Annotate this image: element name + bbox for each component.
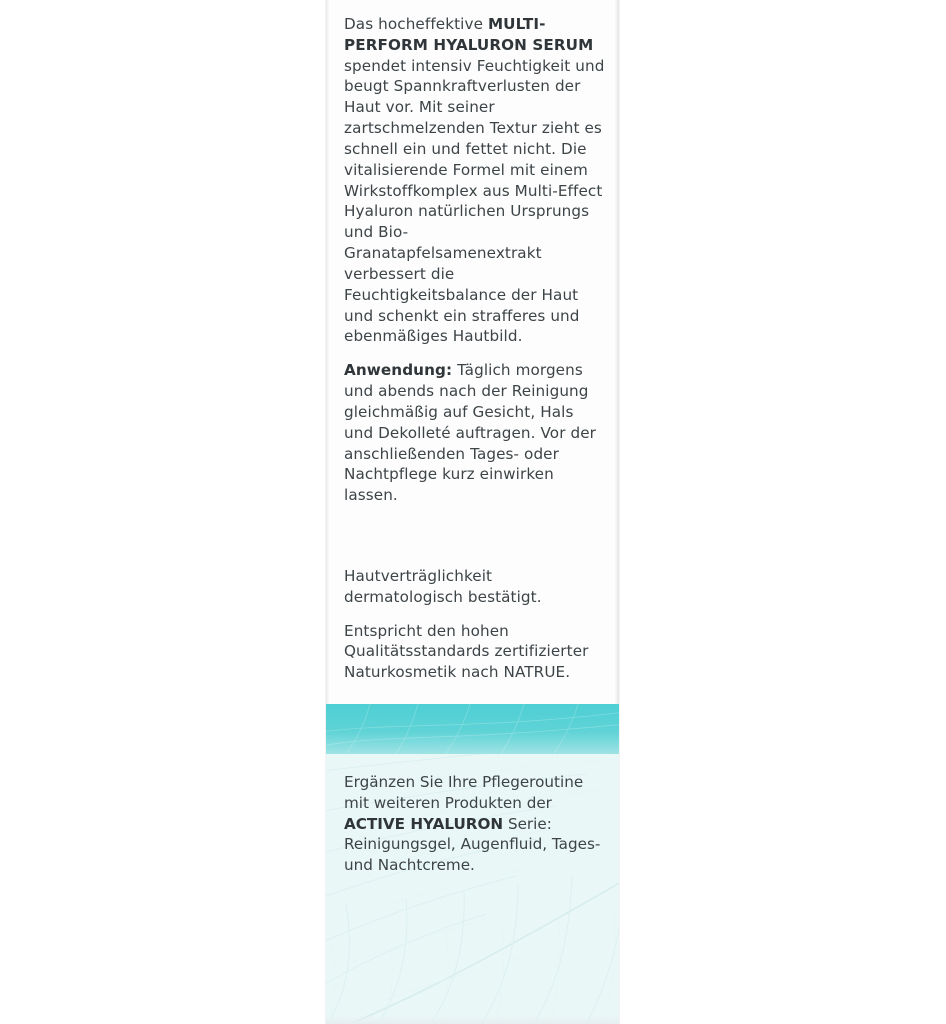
- cross-sell-text-block: [344, 772, 606, 876]
- product-name-inline: MULTI-PERFORM HYALURON SERUM: [344, 15, 594, 54]
- dermatological-claim: Hautverträglichkeit dermatologisch bestätigt.: [344, 567, 542, 606]
- product-series-name: ACTIVE HYALURON: [344, 814, 504, 833]
- product-description-paragraph: [344, 14, 606, 347]
- teal-accent-band: [326, 704, 619, 754]
- description-body-text: spendet intensiv Feuchtigkeit und beugt Spannkraftverlusten der Haut vor. Mit seiner zartschmelzenden Textur zieht es schnell ein und fettet nicht. Die vitalisierende Formel mit einem Wirkstoffkomplex aus Multi-Effect Hyaluron natürlichen Ursprungs und Bio-Granatapfelsamenextrakt verbessert die Feuchtigkeitsbalance der Haut und schenkt ein strafferes und ebenmäßiges Hautbild.: [344, 56, 605, 346]
- description-text-block: [344, 14, 606, 519]
- usage-paragraph: [344, 360, 606, 506]
- cross-sell-paragraph: [344, 772, 606, 876]
- description-lead-text: Das hocheffektive: [344, 15, 488, 33]
- certification-claim: Entspricht den hohen Qualitätsstandards zertifizierter Naturkosmetik nach NATRUE.: [344, 621, 589, 682]
- product-carton-panel: [326, 0, 619, 1024]
- cross-sell-products-text: Serie: Reinigungsgel, Augenfluid, Tages- und Nachtcreme.: [344, 814, 601, 875]
- claims-text-block: [344, 566, 606, 696]
- cross-sell-intro-text: Ergänzen Sie Ihre Pflegeroutine mit weiteren Produkten der: [344, 773, 584, 812]
- usage-heading: Anwendung:: [344, 361, 453, 380]
- leaf-vein-texture-icon: [326, 704, 619, 754]
- usage-text: Täglich morgens und abends nach der Reinigung gleichmäßig auf Gesicht, Hals und Dekolleté auftragen. Vor der anschließenden Tages- oder Nachtpflege kurz einwirken lassen.: [344, 361, 596, 505]
- panel-bottom-shadow: [326, 1016, 619, 1024]
